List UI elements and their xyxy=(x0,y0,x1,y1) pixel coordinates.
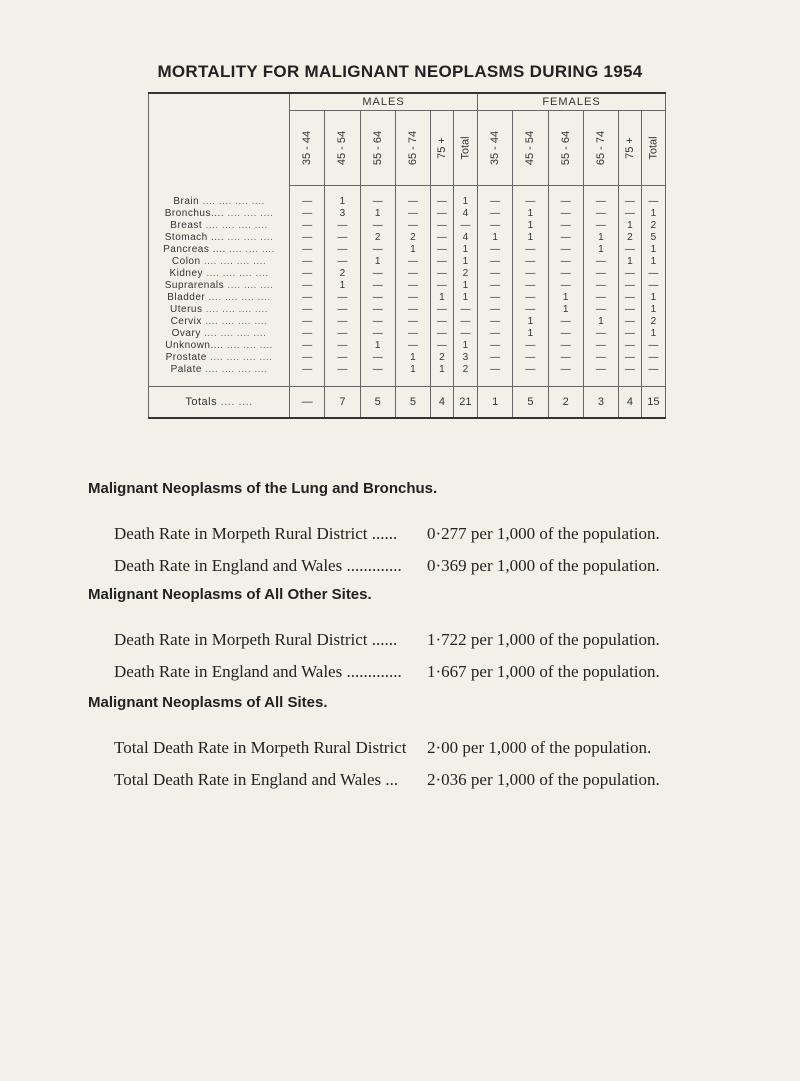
female-cell: 2 xyxy=(548,387,583,419)
female-cell: 1 xyxy=(548,304,583,316)
female-col-header: 55 - 64 xyxy=(548,111,583,186)
female-cell: 1 xyxy=(513,220,548,232)
female-cell: 15 xyxy=(641,387,665,419)
table-row xyxy=(149,387,666,419)
female-cell: — xyxy=(513,292,548,304)
female-cell: — xyxy=(619,316,642,328)
female-cell: 5 xyxy=(513,387,548,419)
male-cell: — xyxy=(395,304,430,316)
male-cell: — xyxy=(360,186,395,209)
male-col-header: 75 + xyxy=(431,111,454,186)
row-label: Uterus .... .... .... .... xyxy=(149,304,290,316)
female-cell: — xyxy=(583,186,618,209)
male-cell: — xyxy=(453,316,477,328)
rate-label: Total Death Rate in England and Wales ... xyxy=(114,770,399,789)
male-cell: — xyxy=(395,256,430,268)
table-row xyxy=(149,232,666,244)
table-row xyxy=(149,220,666,232)
male-cell: — xyxy=(431,316,454,328)
female-cell: — xyxy=(641,280,665,292)
row-label: Colon .... .... .... .... xyxy=(149,256,290,268)
rate-line xyxy=(114,662,674,682)
female-col-header: 65 - 74 xyxy=(583,111,618,186)
female-cell: — xyxy=(478,268,513,280)
table-spacer xyxy=(149,376,666,387)
female-col-header: 35 - 44 xyxy=(478,111,513,186)
male-cell: — xyxy=(453,220,477,232)
female-cell: — xyxy=(478,256,513,268)
female-cell: — xyxy=(641,340,665,352)
female-cell: — xyxy=(641,352,665,364)
female-cell: 1 xyxy=(478,387,513,419)
female-cell: — xyxy=(641,364,665,376)
male-cell: — xyxy=(290,244,325,256)
female-cell: — xyxy=(548,316,583,328)
rate-value: 2·00 per 1,000 of the population. xyxy=(427,738,652,757)
male-cell: 3 xyxy=(453,352,477,364)
female-cell: 1 xyxy=(641,244,665,256)
female-cell: — xyxy=(583,340,618,352)
male-cell: — xyxy=(431,208,454,220)
female-cell: — xyxy=(619,244,642,256)
male-cell: — xyxy=(290,232,325,244)
male-cell: 1 xyxy=(453,244,477,256)
female-cell: — xyxy=(513,186,548,209)
female-cell: 1 xyxy=(513,328,548,340)
female-cell: — xyxy=(478,186,513,209)
female-cell: — xyxy=(478,304,513,316)
male-cell: — xyxy=(290,256,325,268)
male-cell: — xyxy=(290,328,325,340)
section-heading: Malignant Neoplasms of All Other Sites. xyxy=(88,586,372,603)
male-cell: — xyxy=(431,220,454,232)
female-cell: 1 xyxy=(548,292,583,304)
female-cell: — xyxy=(641,268,665,280)
male-cell: — xyxy=(290,280,325,292)
male-cell: — xyxy=(325,352,360,364)
male-cell: — xyxy=(395,220,430,232)
table-row xyxy=(149,208,666,220)
rate-value: 0·369 per 1,000 of the population. xyxy=(427,556,660,575)
male-col-header: 55 - 64 xyxy=(360,111,395,186)
row-label: Ovary .... .... .... .... xyxy=(149,328,290,340)
male-cell: — xyxy=(325,220,360,232)
male-cell: 1 xyxy=(431,364,454,376)
male-cell: — xyxy=(290,387,325,419)
table-row xyxy=(149,352,666,364)
rate-label: Death Rate in Morpeth Rural District ...... xyxy=(114,524,398,543)
female-cell: — xyxy=(513,280,548,292)
female-col-header: 45 - 54 xyxy=(513,111,548,186)
female-cell: — xyxy=(548,352,583,364)
rate-value: 0·277 per 1,000 of the population. xyxy=(427,524,660,543)
female-cell: 2 xyxy=(619,232,642,244)
male-cell: — xyxy=(395,316,430,328)
male-cell: — xyxy=(290,220,325,232)
male-cell: — xyxy=(325,292,360,304)
male-cell: — xyxy=(395,186,430,209)
row-label: Bladder .... .... .... .... xyxy=(149,292,290,304)
female-cell: — xyxy=(619,328,642,340)
female-cell: 1 xyxy=(513,208,548,220)
male-col-header: 35 - 44 xyxy=(290,111,325,186)
female-cell: — xyxy=(478,244,513,256)
male-cell: 21 xyxy=(453,387,477,419)
female-cell: — xyxy=(548,280,583,292)
female-cell: 1 xyxy=(619,256,642,268)
females-group-header: FEMALES xyxy=(478,93,666,111)
table-row xyxy=(149,256,666,268)
male-cell: — xyxy=(431,244,454,256)
table-row xyxy=(149,340,666,352)
row-label: Brain .... .... .... .... xyxy=(149,186,290,209)
female-cell: 1 xyxy=(641,304,665,316)
female-cell: 5 xyxy=(641,232,665,244)
female-col-header: 75 + xyxy=(619,111,642,186)
female-cell: 3 xyxy=(583,387,618,419)
section-heading: Malignant Neoplasms of All Sites. xyxy=(88,694,328,711)
row-label: Totals .... .... xyxy=(149,387,290,419)
male-cell: — xyxy=(360,304,395,316)
table-row xyxy=(149,280,666,292)
female-cell: — xyxy=(548,364,583,376)
rate-value: 1·722 per 1,000 of the population. xyxy=(427,630,660,649)
female-cell: — xyxy=(583,220,618,232)
female-cell: — xyxy=(583,292,618,304)
female-cell: — xyxy=(478,220,513,232)
male-cell: — xyxy=(360,316,395,328)
female-cell: — xyxy=(478,352,513,364)
male-cell: 2 xyxy=(325,268,360,280)
female-cell: — xyxy=(478,292,513,304)
male-cell: 2 xyxy=(395,232,430,244)
male-cell: — xyxy=(431,340,454,352)
male-cell: — xyxy=(325,316,360,328)
female-cell: — xyxy=(548,186,583,209)
male-cell: — xyxy=(360,268,395,280)
male-cell: — xyxy=(431,186,454,209)
female-cell: — xyxy=(619,352,642,364)
female-cell: — xyxy=(478,364,513,376)
female-cell: — xyxy=(548,244,583,256)
rate-label: Death Rate in England and Wales ............. xyxy=(114,662,402,681)
female-cell: — xyxy=(548,340,583,352)
table-row xyxy=(149,304,666,316)
male-cell: — xyxy=(360,244,395,256)
male-cell: — xyxy=(360,364,395,376)
male-cell: — xyxy=(325,364,360,376)
female-cell: — xyxy=(478,316,513,328)
male-cell: — xyxy=(290,186,325,209)
female-cell: — xyxy=(548,328,583,340)
female-cell: — xyxy=(583,352,618,364)
rate-label: Death Rate in Morpeth Rural District ...... xyxy=(114,630,398,649)
male-cell: 1 xyxy=(360,340,395,352)
female-cell: — xyxy=(619,268,642,280)
male-cell: 1 xyxy=(395,244,430,256)
row-label: Prostate .... .... .... .... xyxy=(149,352,290,364)
rate-value: 2·036 per 1,000 of the population. xyxy=(427,770,660,789)
female-cell: — xyxy=(548,232,583,244)
female-cell: 1 xyxy=(641,292,665,304)
female-cell: — xyxy=(583,268,618,280)
female-cell: — xyxy=(641,186,665,209)
female-cell: 1 xyxy=(583,232,618,244)
female-cell: — xyxy=(583,256,618,268)
female-cell: — xyxy=(619,364,642,376)
male-cell: — xyxy=(360,328,395,340)
female-cell: 1 xyxy=(641,256,665,268)
male-cell: — xyxy=(431,232,454,244)
male-cell: — xyxy=(290,268,325,280)
male-cell: 1 xyxy=(360,208,395,220)
female-cell: 2 xyxy=(641,316,665,328)
female-cell: — xyxy=(619,186,642,209)
male-cell: — xyxy=(395,292,430,304)
female-cell: — xyxy=(583,304,618,316)
male-cell: — xyxy=(360,280,395,292)
site-column-header xyxy=(149,93,290,186)
male-cell: — xyxy=(431,268,454,280)
male-col-header: 45 - 54 xyxy=(325,111,360,186)
male-cell: 1 xyxy=(395,364,430,376)
table-row xyxy=(149,328,666,340)
row-label: Kidney .... .... .... .... xyxy=(149,268,290,280)
page-title: MORTALITY FOR MALIGNANT NEOPLASMS DURING 1954 xyxy=(157,62,643,81)
female-cell: 1 xyxy=(478,232,513,244)
rate-line xyxy=(114,630,674,650)
female-cell: — xyxy=(548,220,583,232)
male-cell: — xyxy=(290,304,325,316)
male-cell: 2 xyxy=(431,352,454,364)
male-cell: — xyxy=(325,244,360,256)
female-cell: — xyxy=(478,280,513,292)
male-cell: 4 xyxy=(431,387,454,419)
table-row xyxy=(149,244,666,256)
rate-label: Death Rate in England and Wales ............. xyxy=(114,556,402,575)
row-label: Unknown.... .... .... .... xyxy=(149,340,290,352)
male-cell: 1 xyxy=(453,340,477,352)
table-row xyxy=(149,292,666,304)
male-cell: — xyxy=(431,280,454,292)
row-label: Stomach .... .... .... .... xyxy=(149,232,290,244)
female-cell: — xyxy=(583,364,618,376)
male-cell: 1 xyxy=(453,280,477,292)
male-cell: — xyxy=(325,232,360,244)
female-cell: — xyxy=(478,208,513,220)
female-cell: — xyxy=(513,256,548,268)
male-cell: — xyxy=(395,268,430,280)
female-cell: — xyxy=(548,208,583,220)
males-group-header: MALES xyxy=(290,93,478,111)
male-col-header: Total xyxy=(453,111,477,186)
male-cell: — xyxy=(453,304,477,316)
female-cell: — xyxy=(548,256,583,268)
male-cell: — xyxy=(395,328,430,340)
mortality-table xyxy=(148,92,666,419)
male-cell: — xyxy=(290,292,325,304)
female-cell: — xyxy=(619,208,642,220)
table-row xyxy=(149,364,666,376)
row-label: Bronchus.... .... .... .... xyxy=(149,208,290,220)
male-cell: 4 xyxy=(453,232,477,244)
rate-line xyxy=(114,770,674,790)
female-cell: — xyxy=(583,328,618,340)
male-cell: — xyxy=(395,340,430,352)
table-row xyxy=(149,186,666,209)
male-cell: — xyxy=(325,304,360,316)
male-cell: 5 xyxy=(360,387,395,419)
female-cell: — xyxy=(619,304,642,316)
male-cell: — xyxy=(290,208,325,220)
rate-value: 1·667 per 1,000 of the population. xyxy=(427,662,660,681)
male-cell: 2 xyxy=(360,232,395,244)
row-label: Suprarenals .... .... .... xyxy=(149,280,290,292)
male-cell: — xyxy=(360,220,395,232)
male-cell: — xyxy=(395,208,430,220)
row-label: Breast .... .... .... .... xyxy=(149,220,290,232)
male-cell: — xyxy=(360,292,395,304)
row-label: Palate .... .... .... .... xyxy=(149,364,290,376)
female-cell: 1 xyxy=(619,220,642,232)
female-cell: — xyxy=(619,340,642,352)
male-cell: 1 xyxy=(360,256,395,268)
male-cell: — xyxy=(325,340,360,352)
female-cell: — xyxy=(583,208,618,220)
table-row xyxy=(149,316,666,328)
male-cell: 3 xyxy=(325,208,360,220)
male-cell: — xyxy=(325,256,360,268)
female-cell: — xyxy=(513,244,548,256)
female-cell: — xyxy=(513,352,548,364)
rate-line xyxy=(114,556,674,576)
female-cell: — xyxy=(513,268,548,280)
male-cell: 2 xyxy=(453,364,477,376)
male-cell: — xyxy=(360,352,395,364)
female-cell: — xyxy=(619,292,642,304)
male-cell: 1 xyxy=(453,186,477,209)
male-cell: — xyxy=(290,352,325,364)
rate-line xyxy=(114,524,674,544)
rate-line xyxy=(114,738,674,758)
male-cell: — xyxy=(290,316,325,328)
section-heading: Malignant Neoplasms of the Lung and Bronchus. xyxy=(88,480,438,497)
female-cell: — xyxy=(513,364,548,376)
male-cell: 5 xyxy=(395,387,430,419)
female-cell: 4 xyxy=(619,387,642,419)
male-cell: 4 xyxy=(453,208,477,220)
female-cell: — xyxy=(548,268,583,280)
row-label: Pancreas .... .... .... .... xyxy=(149,244,290,256)
row-label: Cervix .... .... .... .... xyxy=(149,316,290,328)
female-cell: — xyxy=(513,304,548,316)
male-cell: 2 xyxy=(453,268,477,280)
female-cell: 1 xyxy=(583,316,618,328)
male-cell: 1 xyxy=(453,292,477,304)
male-cell: 1 xyxy=(325,280,360,292)
female-cell: 1 xyxy=(641,208,665,220)
male-cell: 1 xyxy=(431,292,454,304)
male-cell: 1 xyxy=(453,256,477,268)
male-cell: — xyxy=(453,328,477,340)
female-cell: 1 xyxy=(583,244,618,256)
female-cell: 1 xyxy=(641,328,665,340)
table-row xyxy=(149,268,666,280)
female-cell: — xyxy=(619,280,642,292)
male-cell: — xyxy=(431,328,454,340)
male-cell: — xyxy=(290,364,325,376)
female-cell: — xyxy=(583,280,618,292)
male-cell: 1 xyxy=(325,186,360,209)
female-cell: — xyxy=(478,340,513,352)
male-cell: 7 xyxy=(325,387,360,419)
female-cell: 1 xyxy=(513,232,548,244)
female-col-header: Total xyxy=(641,111,665,186)
male-cell: — xyxy=(290,340,325,352)
male-cell: — xyxy=(431,304,454,316)
female-cell: — xyxy=(478,328,513,340)
male-cell: — xyxy=(431,256,454,268)
male-col-header: 65 - 74 xyxy=(395,111,430,186)
female-cell: 1 xyxy=(513,316,548,328)
female-cell: 2 xyxy=(641,220,665,232)
rate-label: Total Death Rate in Morpeth Rural District xyxy=(114,738,407,757)
male-cell: — xyxy=(395,280,430,292)
male-cell: 1 xyxy=(395,352,430,364)
female-cell: — xyxy=(513,340,548,352)
male-cell: — xyxy=(325,328,360,340)
